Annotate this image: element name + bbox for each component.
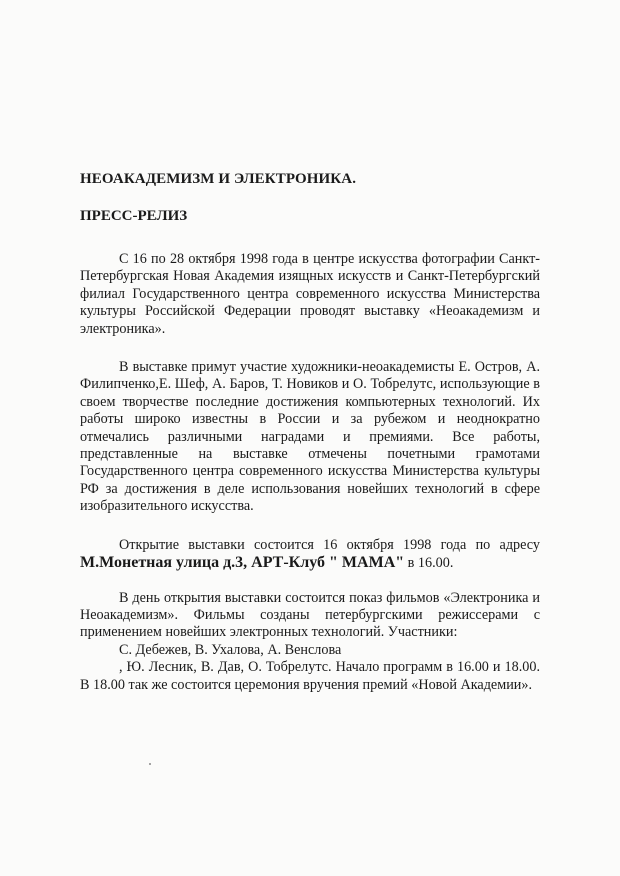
- paragraph-films: В день открытия выставки состоится показ фильмов «Электроника и Неоакадемизм». Фильмы созданы петербургскими режиссерами с применением новейших электронных технологий. Участники:: [80, 589, 540, 641]
- document-title: НЕОАКАДЕМИЗМ И ЭЛЕКТРОНИКА.: [80, 171, 357, 187]
- opening-address: М.Монетная улица д.3, АРТ-Клуб " МАМА": [80, 554, 405, 572]
- opening-text: Открытие выставки состоится 16 октября 1998 года по адресу: [119, 536, 540, 553]
- opening-time: в 16.00.: [404, 555, 454, 572]
- document-content: [80, 171, 540, 715]
- paragraph-exhibition-dates: С 16 по 28 октября 1998 года в центре искусства фотографии Санкт-Петербургская Новая Академия изящных искусств и Санкт-Петербургский филиал Государственного центра современного искусства Министерства культуры Российской Федерации проводят выставку «Неоакадемизм и электроника».: [80, 251, 540, 337]
- scan-speck: [149, 763, 151, 765]
- document-subtitle: ПРЕСС-РЕЛИЗ: [80, 208, 188, 224]
- paragraph-participants: В выставке примут участие художники-неоакадемисты Е. Остров, А. Филипченко,Е. Шеф, А. Баров, Т. Новиков и О. Тобрелутс, использующие в своем творчестве последние достижения компьютерных технологий. Их работы широко известны в России и за рубежом и неоднократно отмечались различными наградами и премиями. Все работы, представленные на выставке отмечены почетными грамотами Государственного центра современного искусства Министерства культуры РФ за достижения в деле использования новейших технологий в сфере изобразительного искусства.: [80, 359, 540, 515]
- participants-line: С. Дебежев, В. Ухалова, А. Венслова: [119, 641, 342, 658]
- films-section: [80, 590, 540, 694]
- paragraph-opening: [80, 537, 540, 573]
- paragraph-program: , Ю. Лесник, В. Дав, О. Тобрелутс. Начало программ в 16.00 и 18.00. В 18.00 так же состоится церемония вручения премий «Новой Академии».: [80, 659, 540, 693]
